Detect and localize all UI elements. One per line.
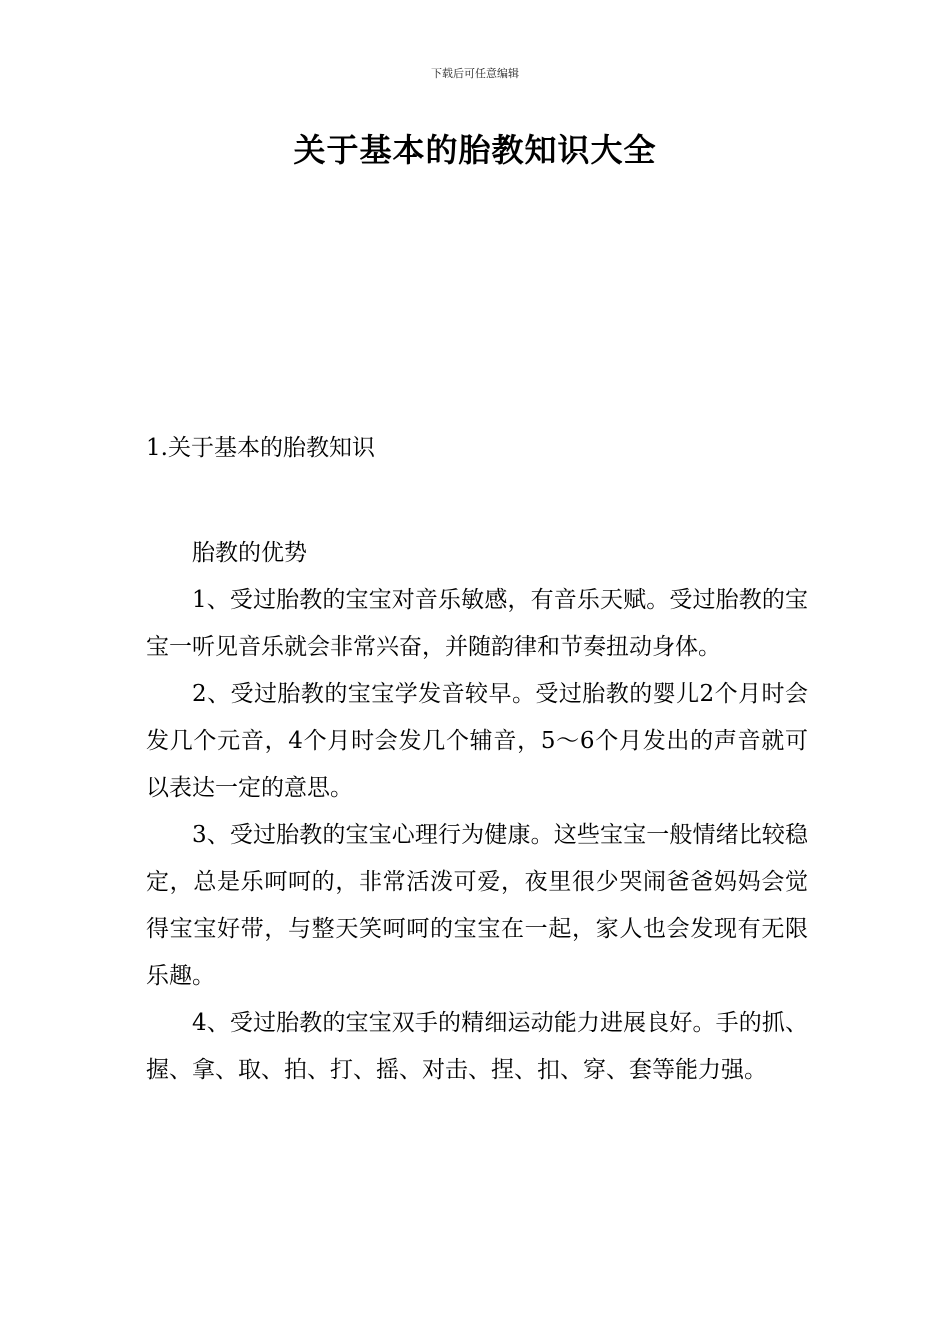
paragraph-subheading: 胎教的优势 bbox=[192, 540, 307, 566]
section-heading: 1.关于基本的胎教知识 bbox=[146, 435, 375, 461]
paragraph: 1、受过胎教的宝宝对音乐敏感，有音乐天赋。受过胎教的宝宝一听见音乐就会非常兴奋，并随韵律和节奏扭动身体。 bbox=[146, 587, 808, 660]
body-text bbox=[146, 530, 808, 1094]
paragraph: 2、受过胎教的宝宝学发音较早。受过胎教的婴儿2个月时会发几个元音，4个月时会发几个辅音，5～6个月发出的声音就可以表达一定的意思。 bbox=[146, 681, 808, 801]
paragraph: 4、受过胎教的宝宝双手的精细运动能力进展良好。手的抓、握、拿、取、拍、打、摇、对击、捏、扣、穿、套等能力强。 bbox=[146, 1010, 808, 1083]
header-note: 下载后可任意编辑 bbox=[431, 67, 519, 80]
document-title: 关于基本的胎教知识大全 bbox=[293, 131, 657, 169]
paragraph: 3、受过胎教的宝宝心理行为健康。这些宝宝一般情绪比较稳定，总是乐呵呵的，非常活泼可爱，夜里很少哭闹爸爸妈妈会觉得宝宝好带，与整天笑呵呵的宝宝在一起，家人也会发现有无限乐趣。 bbox=[146, 822, 808, 989]
